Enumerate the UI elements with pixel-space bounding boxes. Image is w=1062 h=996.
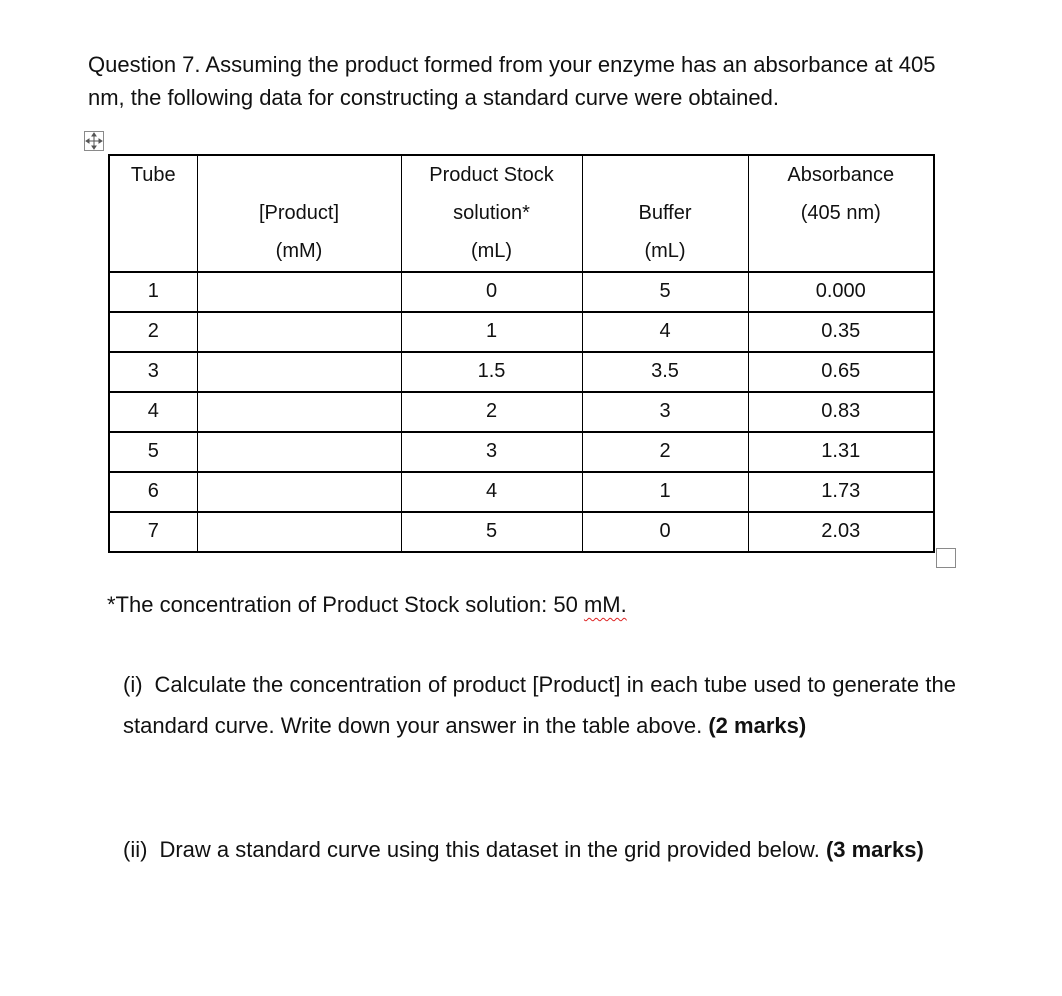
- part-i-marker: (i): [123, 672, 143, 697]
- cell-absorbance: 0.000: [748, 272, 934, 312]
- table-header-row: [109, 155, 934, 272]
- part-i: [123, 664, 956, 746]
- table-row: [109, 512, 934, 552]
- table-row: [109, 432, 934, 472]
- cell-product[interactable]: [197, 512, 401, 552]
- cell-buffer: 0: [582, 512, 748, 552]
- cell-tube: 4: [109, 392, 197, 432]
- cell-absorbance: 1.73: [748, 472, 934, 512]
- cell-stock: 3: [401, 432, 582, 472]
- cell-stock: 4: [401, 472, 582, 512]
- cell-tube: 5: [109, 432, 197, 472]
- table-end-box-icon: [936, 548, 956, 568]
- part-ii-marks: (3 marks): [825, 837, 924, 862]
- cell-product[interactable]: [197, 432, 401, 472]
- part-ii-text: Draw a standard curve using this dataset in the grid provided below.: [159, 837, 826, 862]
- cell-tube: 2: [109, 312, 197, 352]
- question-text: Question 7. Assuming the product formed from your enzyme has an absorbance at 405 nm, the following data for constructing a standard curve were obtained.: [88, 52, 936, 110]
- cell-absorbance: 2.03: [748, 512, 934, 552]
- cell-stock: 2: [401, 392, 582, 432]
- footnote-unit: mM.: [583, 592, 627, 617]
- cell-buffer: 5: [582, 272, 748, 312]
- table-row: [109, 352, 934, 392]
- header-absorbance: Absorbance (405 nm): [748, 155, 934, 272]
- header-buffer: Buffer (mL): [582, 155, 748, 272]
- cell-buffer: 2: [582, 432, 748, 472]
- table-row: [109, 312, 934, 352]
- cell-tube: 7: [109, 512, 197, 552]
- cell-product[interactable]: [197, 352, 401, 392]
- cell-absorbance: 1.31: [748, 432, 934, 472]
- table-row: [109, 272, 934, 312]
- cell-buffer: 4: [582, 312, 748, 352]
- cell-buffer: 1: [582, 472, 748, 512]
- cell-product[interactable]: [197, 392, 401, 432]
- table-row: [109, 472, 934, 512]
- cell-buffer: 3.5: [582, 352, 748, 392]
- move-arrows-icon[interactable]: [84, 131, 104, 151]
- cell-absorbance: 0.35: [748, 312, 934, 352]
- cell-tube: 6: [109, 472, 197, 512]
- cell-buffer: 3: [582, 392, 748, 432]
- footnote-text: *The concentration of Product Stock solution: 50: [107, 592, 584, 617]
- header-stock: Product Stock solution* (mL): [401, 155, 582, 272]
- cell-stock: 5: [401, 512, 582, 552]
- header-tube: Tube: [109, 155, 197, 272]
- cell-absorbance: 0.65: [748, 352, 934, 392]
- part-ii-marker: (ii): [123, 837, 148, 862]
- cell-tube: 3: [109, 352, 197, 392]
- part-ii: [123, 829, 956, 870]
- cell-absorbance: 0.83: [748, 392, 934, 432]
- cell-tube: 1: [109, 272, 197, 312]
- cell-stock: 1.5: [401, 352, 582, 392]
- cell-product[interactable]: [197, 472, 401, 512]
- standard-curve-table: [108, 154, 935, 553]
- footnote: [107, 590, 627, 620]
- part-i-text: Calculate the concentration of product [Product] in each tube used to generate the standard curve. Write down your answer in the table above.: [123, 672, 956, 738]
- cell-product[interactable]: [197, 312, 401, 352]
- cell-product[interactable]: [197, 272, 401, 312]
- part-i-marks: (2 marks): [708, 713, 807, 738]
- header-product: [Product] (mM): [197, 155, 401, 272]
- cell-stock: 0: [401, 272, 582, 312]
- cell-stock: 1: [401, 312, 582, 352]
- table-row: [109, 392, 934, 432]
